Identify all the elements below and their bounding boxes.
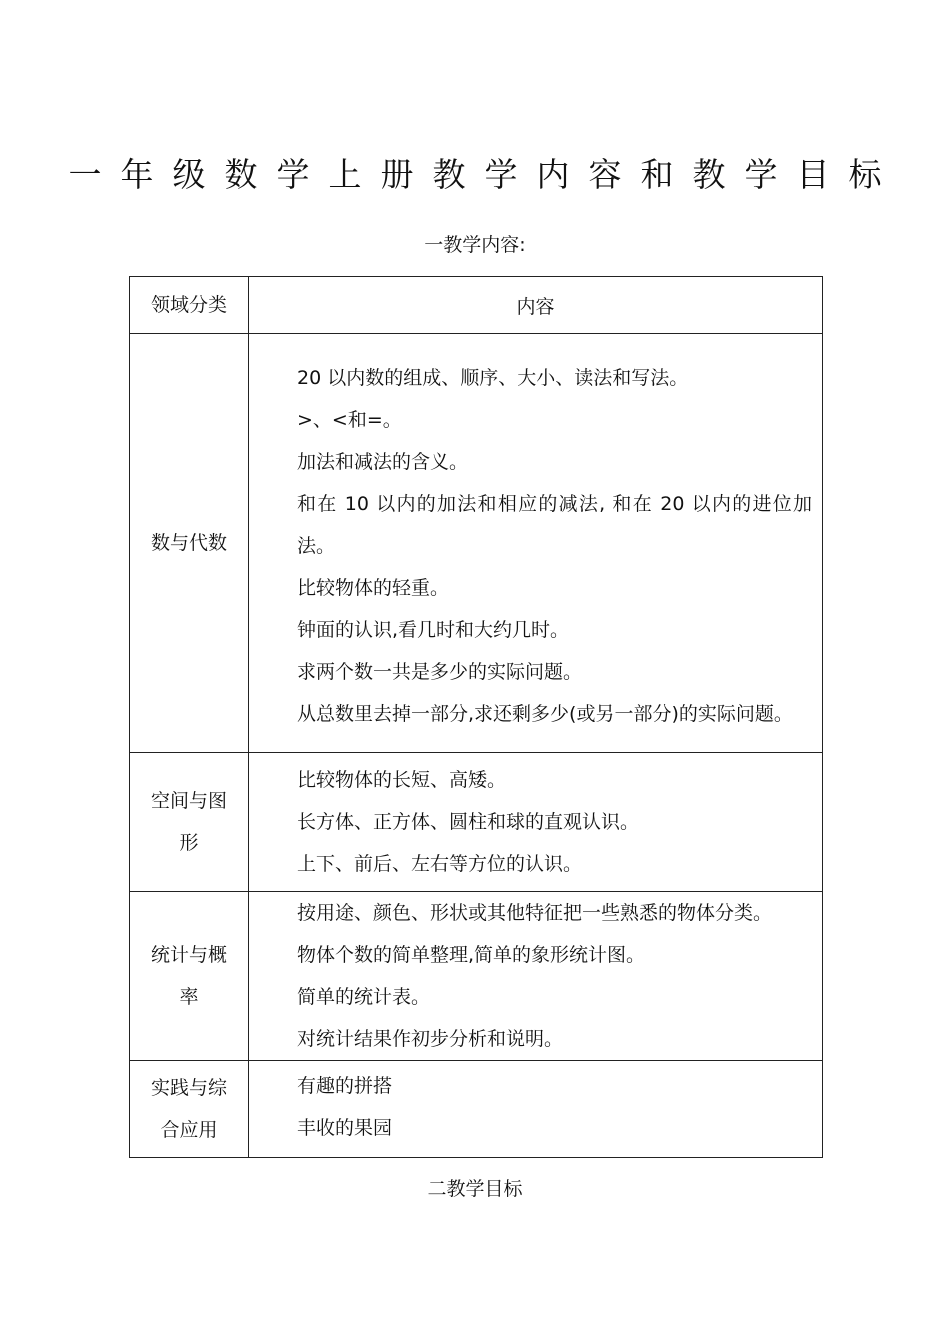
table-row <box>130 892 823 1061</box>
category-label: 统计与概率 <box>150 944 227 1008</box>
list-item: 对统计结果作初步分析和说明。 <box>297 1028 564 1050</box>
list-item: 按用途、颜色、形状或其他特征把一些熟悉的物体分类。 <box>297 902 773 924</box>
header-content-cell <box>249 277 823 334</box>
table-header-row <box>130 277 823 334</box>
header-category-label: 领域分类 <box>150 294 227 316</box>
header-category-cell <box>130 277 249 334</box>
list-item: 比较物体的轻重。 <box>297 577 450 599</box>
section-heading-goals: 二教学目标 <box>427 1178 523 1200</box>
table-row <box>130 1061 823 1158</box>
list-item: 上下、前后、左右等方位的认识。 <box>297 853 583 875</box>
category-cell <box>130 1061 249 1158</box>
list-item: 20 以内数的组成、顺序、大小、读法和写法。 <box>297 367 689 389</box>
content-cell <box>249 892 823 1061</box>
list-item: >、<和=。 <box>297 409 402 431</box>
list-item: 简单的统计表。 <box>297 986 431 1008</box>
content-cell <box>249 1061 823 1158</box>
content-cell <box>249 334 823 753</box>
list-item: 丰收的果园 <box>297 1117 393 1139</box>
list-item: 从总数里去掉一部分,求还剩多少(或另一部分)的实际问题。 <box>297 703 793 725</box>
category-label: 空间与图形 <box>150 790 227 854</box>
section-heading-content: 一教学内容: <box>424 234 526 256</box>
category-label: 实践与综合应用 <box>150 1077 227 1141</box>
category-cell <box>130 334 249 753</box>
category-cell <box>130 753 249 892</box>
list-item: 求两个数一共是多少的实际问题。 <box>297 661 583 683</box>
list-item: 和在 10 以内的加法和相应的减法, 和在 20 以内的进位加法。 <box>297 493 812 557</box>
table-row <box>130 334 823 753</box>
category-label: 数与代数 <box>150 532 227 554</box>
list-item: 钟面的认识,看几时和大约几时。 <box>297 619 570 641</box>
content-cell <box>249 753 823 892</box>
category-cell <box>130 892 249 1061</box>
header-content-label: 内容 <box>516 295 555 318</box>
list-item: 物体个数的简单整理,简单的象形统计图。 <box>297 944 646 966</box>
list-item: 比较物体的长短、高矮。 <box>297 769 507 791</box>
table-row <box>130 753 823 892</box>
document-title: 一年级数学上册教学内容和教学目标 <box>68 155 901 194</box>
list-item: 有趣的拼搭 <box>297 1075 393 1097</box>
list-item: 长方体、正方体、圆柱和球的直观认识。 <box>297 811 640 833</box>
content-table <box>129 276 823 1158</box>
list-item: 加法和减法的含义。 <box>297 451 469 473</box>
